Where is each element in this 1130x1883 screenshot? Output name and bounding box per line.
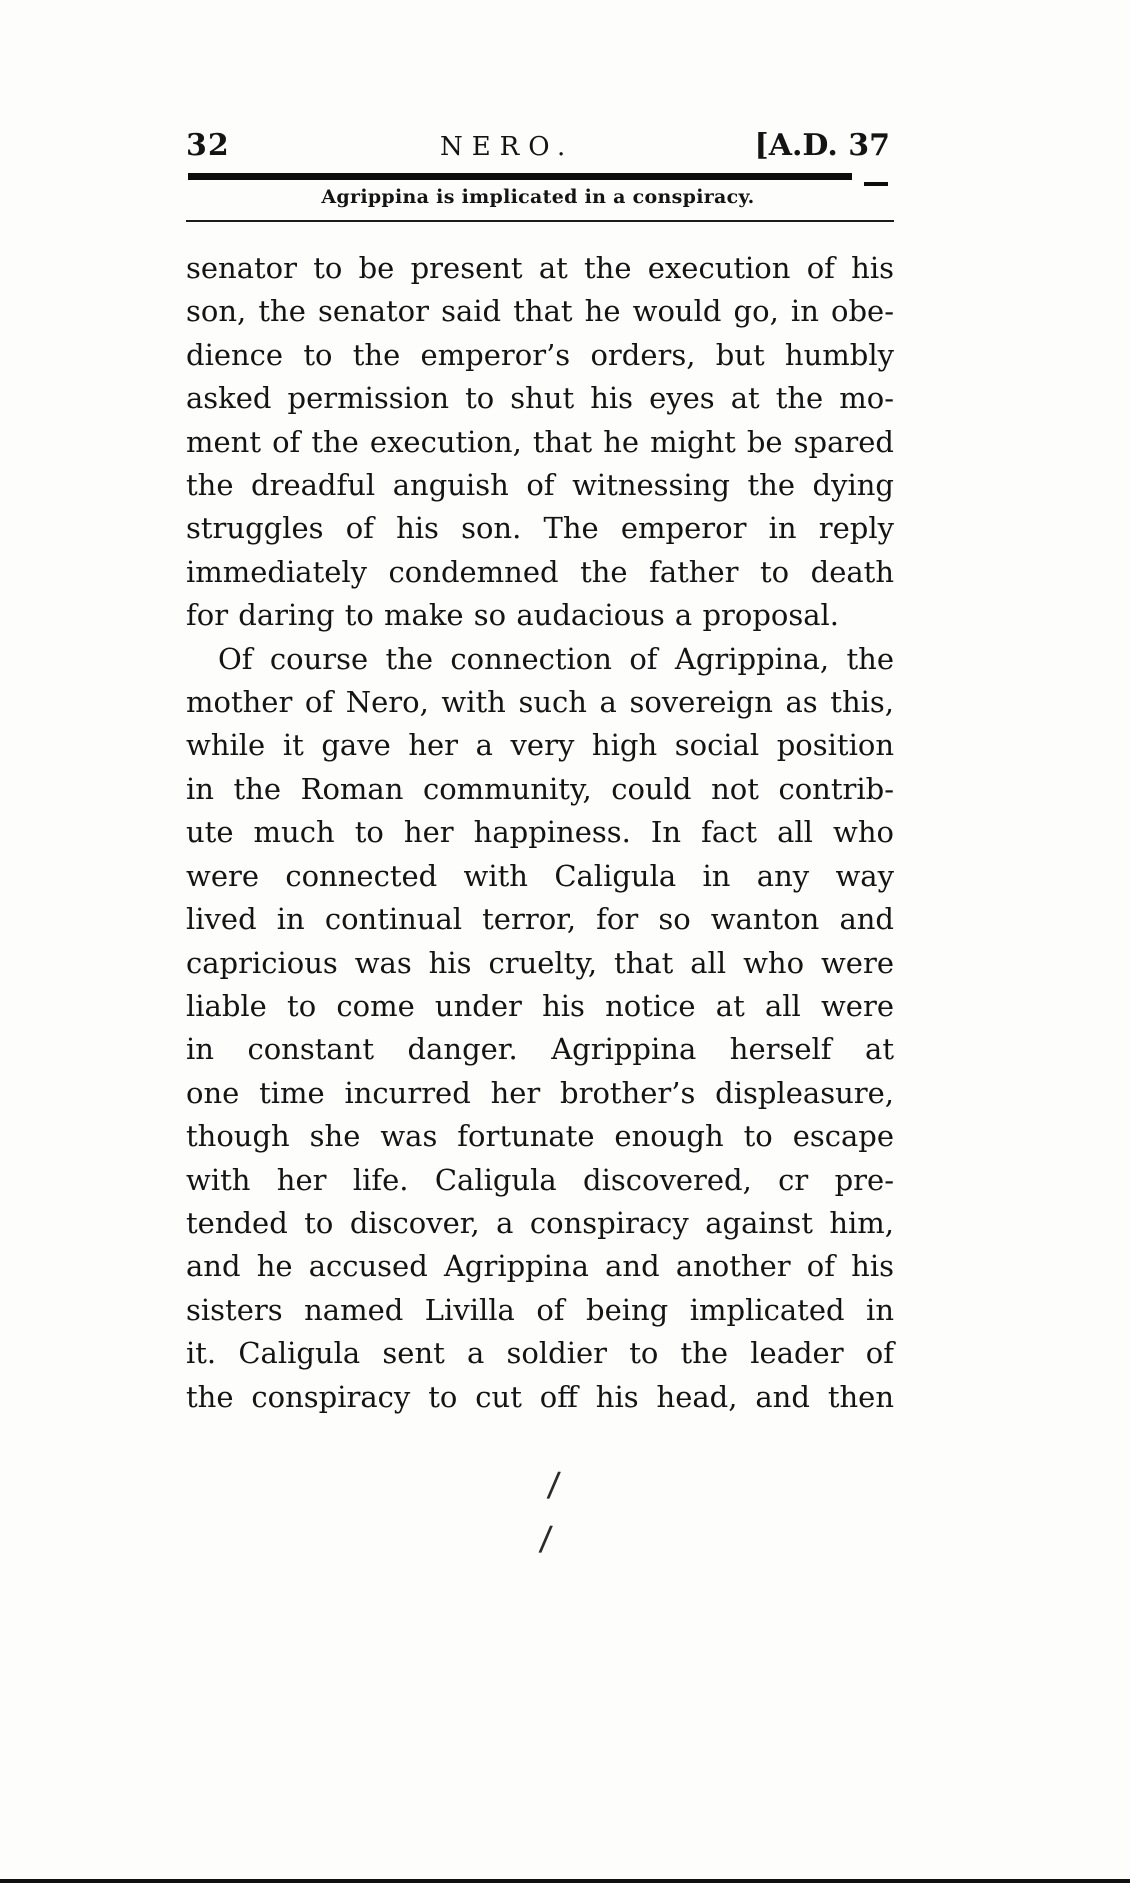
caption-thin-rule [186, 220, 894, 222]
text-line: were connected with Caligula in any way [186, 858, 894, 893]
text-line: the conspiracy to cut off his head, and then [186, 1379, 894, 1414]
text-line: sisters named Livilla of being implicated in [186, 1292, 894, 1327]
body-text [186, 247, 894, 1419]
text-line: mother of Nero, with such a sovereign as this, [186, 685, 894, 720]
text-line: dience to the emperor’s orders, but humbly [186, 337, 894, 372]
text-line: immediately condemned the father to death [186, 554, 894, 589]
text-line: senator to be present at the execution of his [186, 251, 894, 285]
text-line: lived in continual terror, for so wanton and [186, 902, 894, 937]
page-number: 32 [186, 128, 230, 163]
pencil-mark: / [545, 1464, 562, 1506]
text-line: in the Roman community, could not contrib- [186, 771, 894, 806]
text-line: son, the senator said that he would go, in obe- [186, 294, 894, 329]
text-line: ment of the execution, that he might be spared [186, 424, 894, 459]
text-line: ute much to her happiness. In fact all who [186, 815, 894, 850]
text-line: the dreadful anguish of witnessing the dying [186, 468, 894, 503]
header-thick-rule [188, 173, 852, 180]
date-header: [A.D. 37 [754, 128, 890, 163]
text-line: while it gave her a very high social position [186, 728, 894, 763]
text-line: with her life. Caligula discovered, cr pre- [186, 1162, 894, 1197]
text-line: in constant danger. Agrippina herself at [186, 1032, 894, 1067]
page-header [186, 128, 890, 163]
text-line: tended to discover, a conspiracy against him, [186, 1205, 894, 1240]
text-line: capricious was his cruelty, that all who were [186, 945, 894, 980]
text-line: though she was fortunate enough to escape [186, 1119, 894, 1154]
text-line: and he accused Agrippina and another of his [186, 1249, 894, 1284]
text-line: it. Caligula sent a soldier to the leader of [186, 1336, 894, 1371]
text-line: one time incurred her brother’s displeasure, [186, 1075, 894, 1110]
pencil-mark: / [537, 1518, 554, 1560]
text-line: struggles of his son. The emperor in reply [186, 511, 894, 546]
section-caption: Agrippina is implicated in a conspiracy. [321, 186, 755, 208]
text-line: Of course the connection of Agrippina, the [218, 641, 894, 676]
text-line: asked permission to shut his eyes at the mo- [186, 381, 894, 416]
scan-edge-artifact [0, 1879, 1130, 1883]
running-title: NERO. [439, 132, 575, 162]
text-line: liable to come under his notice at all were [186, 988, 894, 1023]
text-line: for daring to make so audacious a proposal. [186, 598, 840, 633]
